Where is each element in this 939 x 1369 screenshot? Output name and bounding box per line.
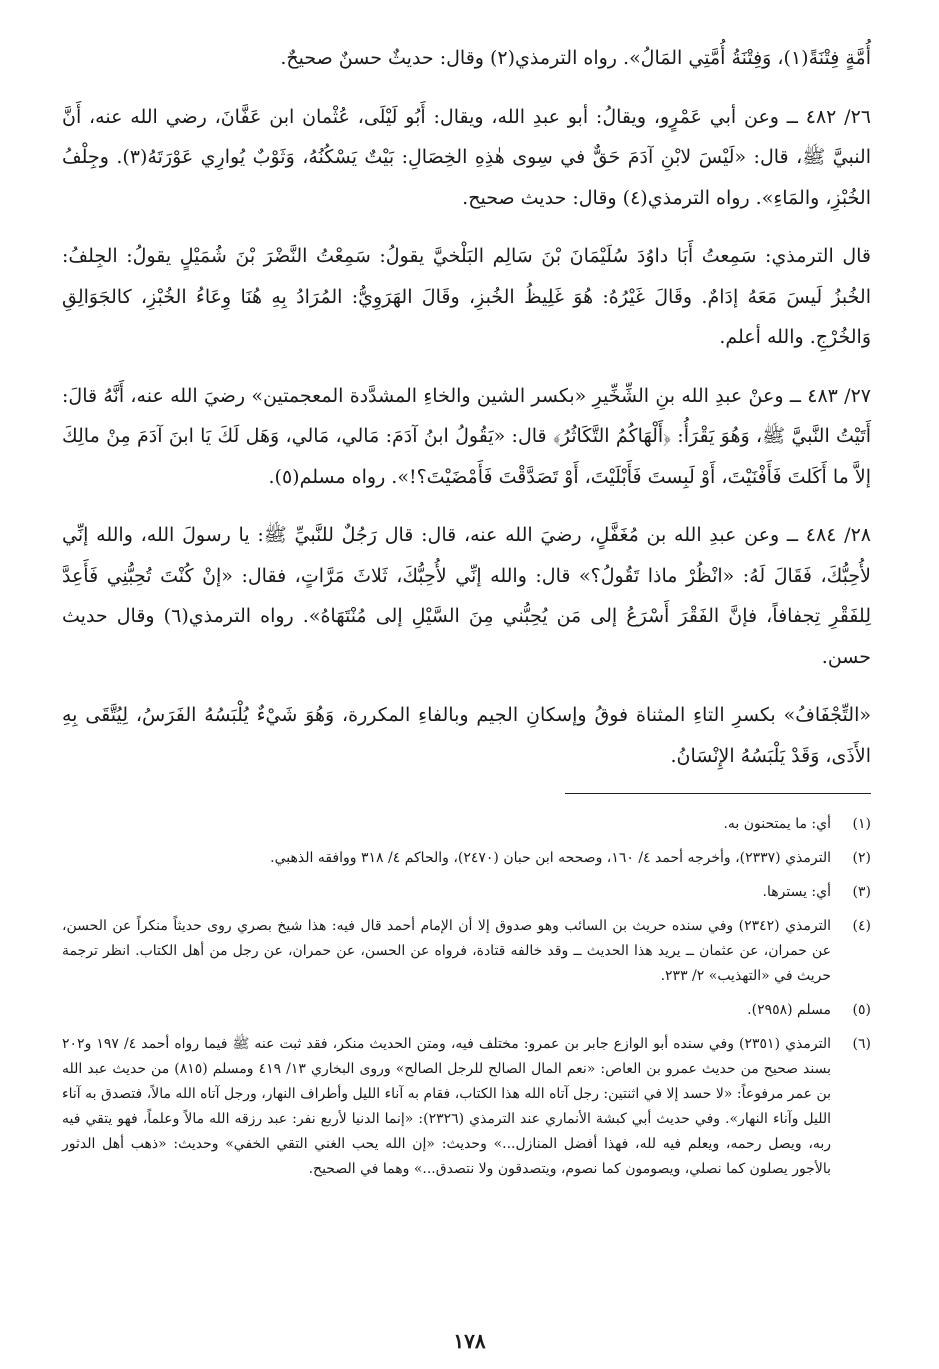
footnotes xyxy=(62,812,871,1191)
footnote-3 xyxy=(62,880,871,905)
main-text xyxy=(62,38,871,776)
footnote-text: الترمذي (٢٣٥١) وفي سنده أبو الوازع جابر بن عمرو: مختلف فيه، ومتن الحديث منكر، فقد ثبت عنه ﷺ فيما رواه أحمد ٤/ ١٩٧ و٢٠٢ بسند صحيح من حديث عمرو بن العاص: «نعم المال الصالح للرجل الصالح» وروى البخاري ١٣/ ٤١٩ ومسلم (٨١٥) من حديث عبد الله بن عمر مرفوعاً: «لا حسد إلا في اثنتين: رجل آتاه الله هذا الكتاب، فقام به آناء الليل وأطراف النهار، ورجل آتاه الله مالاً، فتصدق به آناء الليل وآناء النهار». وفي حديث أبي كبشة الأنماري عند الترمذي (٢٣٢٦): «إنما الدنيا لأربع نفر: عبد رزقه الله مالاً وعلماً، فهو يتقي فيه ربه، ويصل رحمه، ويعلم فيه لله، فهذا أفضل المنازل...» وحديث: «إن الله يحب الغني التقي الخفي» وحديث: «ذهب أهل الدثور بالأجور يصلون كما نصلي، ويصومون كما نصوم، ويتصدقون ولا نتصدق...» وهما في الصحيح. xyxy=(62,1036,832,1177)
tijfaf-explanation: «التِّجْفَافُ» بكسرِ التاءِ المثناة فوقُ وإسكانِ الجيم وبالفاءِ المكررة، وَهُوَ شَيْءٌ يُلْبَسُهُ الفَرَسُ، لِيُتَّقَى بِهِ الأَذَى، وَقَدْ يَلْبَسُهُ الإِنْسَانُ. xyxy=(62,704,871,767)
footnote-number: (٢) xyxy=(852,850,871,866)
footnote-4 xyxy=(62,914,871,989)
footnote-number: (٥) xyxy=(852,1002,871,1018)
footnote-6 xyxy=(62,1032,871,1182)
footnote-number: (١) xyxy=(852,816,871,832)
footnote-5 xyxy=(62,998,871,1023)
footnote-text: أي: ما يمتحنون به. xyxy=(723,816,831,832)
footnote-number: (٣) xyxy=(852,884,871,900)
hadith-484: ٢٨/ ٤٨٤ ــ وعن عبدِ الله بن مُغَفَّلٍ، رضيَ الله عنه، قال: قال رَجُلٌ للنَّبيِّ ﷺ: يا رسولَ الله، والله إنِّي لأُحِبُّكَ، فَقَالَ لَهُ: «انْظُرْ ماذا تَقُولُ؟» قال: والله إنِّي لأُحِبُّكَ، ثَلاثَ مَرَّاتٍ، فقال: «إنْ كُنْتَ تُحِبُّنِي فَأَعِدَّ لِلفَقْرِ تِجفافاً، فإنَّ الفَقْرَ أَسْرَعُ إلى مَن يُحِبُّني مِنَ السَّيْلِ إلى مُنْتَهَاهُ». رواه الترمذي(٦) وقال حديث حسن. xyxy=(62,524,871,668)
footnote-text: الترمذي (٢٣٣٧)، وأخرجه أحمد ٤/ ١٦٠، وصححه ابن حبان (٢٤٧٠)، والحاكم ٤/ ٣١٨ ووافقه الذهبي. xyxy=(270,850,831,866)
footnote-1 xyxy=(62,812,871,837)
footnote-number: (٦) xyxy=(852,1036,871,1052)
tirmidhi-commentary: قال الترمذي: سَمِعتُ أَبَا داوُدَ سُلَيْمَانَ بْنَ سَالِم البَلْخيَّ يقولُ: سَمِعْتُ النَّضْرَ بْنَ شُمَيْلٍ يقولُ: الجِلفُ: الخُبزُ لَيسَ مَعَهُ إدَامٌ. وقَالَ غَيْرُهُ: هُوَ غَلِيظُ الخُبزِ، وقَالَ الهَرَوِيُّ: المُرَادُ بِهِ هُنَا وِعَاءُ الخُبْزِ، كالجَوَالِقِ وَالخُرْجِ. والله أعلم. xyxy=(62,245,871,348)
footnote-text: أي: يسترها. xyxy=(762,884,831,900)
page-number: ١٧٨ xyxy=(453,1329,486,1353)
footnote-2 xyxy=(62,846,871,871)
footnote-text: مسلم (٢٩٥٨). xyxy=(747,1002,831,1018)
footnote-separator xyxy=(565,793,871,794)
footnote-number: (٤) xyxy=(852,918,871,934)
hadith-483: ٢٧/ ٤٨٣ ــ وعنْ عبدِ الله بنِ الشِّخِّيرِ «بكسر الشين والخاءِ المشدَّدة المعجمتين» رضيَ الله عنه، أَنَّهُ قالَ: أَتَيْتُ النَّبيَّ ﷺ، وَهُوَ يَقْرَأُ: ﴿أَلْهَاكُمُ التَّكَاثُرُ﴾ قال: «يَقُولُ ابنُ آدَمَ: مَالي، مَالي، وَهَل لَكَ يَا ابنَ آدَمَ مِنْ مالِكَ إلاَّ ما أَكَلتَ فَأَفْنَيْتَ، أَوْ لَبِستَ فَأَبْلَيْتَ، أَوْ تَصَدَّقْتَ فَأَمْضَيْتَ؟!». رواه مسلم(٥). xyxy=(62,384,871,488)
paragraph-continuation: أُمَّةٍ فِتْنَةً(١)، وَفِتْنَةُ أُمَّتِي المَالُ». رواه الترمذي(٢) وقال: حديثٌ حسنٌ صحيحٌ. xyxy=(280,47,871,69)
hadith-482: ٢٦/ ٤٨٢ ــ وعن أبي عَمْرٍو، ويقالُ: أبو عبدِ الله، ويقال: أَبُو لَيْلَى، عُثْمان ابن عَفَّانَ، رضي الله عنه، أَنَّ النبيَّ ﷺ، قال: «لَيْسَ لابْنِ آدَمَ حَقٌّ في سِوى هٰذِهِ الخِصَالِ: بَيْتٌ يَسْكُنُهُ، وَثَوْبٌ يُوارِي عَوْرَتَهُ(٣). وجِلْفُ الخُبْزِ، والمَاءِ». رواه الترمذي(٤) وقال: حديث صحيح. xyxy=(62,105,872,209)
footnote-text: الترمذي (٢٣٤٢) وفي سنده حريث بن السائب وهو صدوق إلا أن الإمام أحمد قال فيه: هذا شيخ بصري روى حديثاً منكراً عن الحسن، عن حمران، عن عثمان ــ يريد هذا الحديث ــ وقد خالفه قتادة، فرواه عن الحسن، عن حمران، عن رجل من أهل الكتاب. انظر ترجمة حريث في «التهذيب» ٢/ ٢٣٣. xyxy=(62,918,831,984)
